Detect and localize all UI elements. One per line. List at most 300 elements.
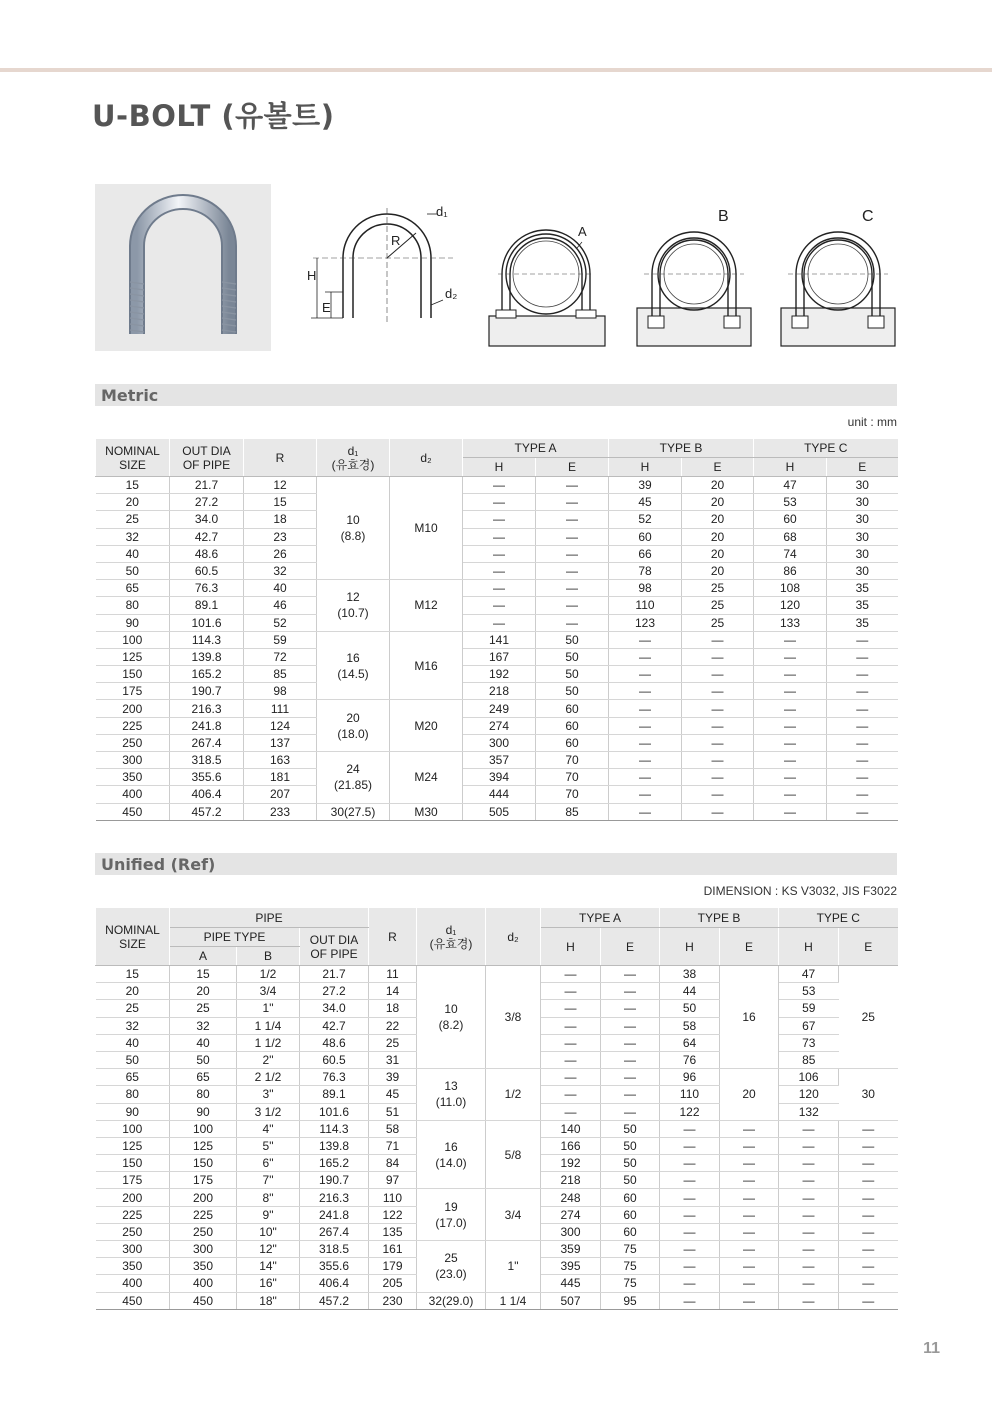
cell-type-b-h: — — [660, 1206, 720, 1223]
cell-type-c-h: 47 — [779, 966, 839, 983]
cell-d2: 1" — [486, 1241, 541, 1293]
cell-r: 18 — [244, 511, 317, 528]
cell-value: — — [754, 631, 827, 648]
dim-label-h: H — [307, 268, 317, 283]
cell-type-a-h: 166 — [541, 1137, 601, 1154]
cell-pipe-b: 12" — [237, 1241, 300, 1258]
cell-nominal-size: 200 — [96, 1189, 170, 1206]
cell-nominal-size: 350 — [96, 769, 170, 786]
cell-d1-line: (11.0) — [435, 1095, 467, 1110]
cell-value: 85 — [536, 803, 609, 820]
cell-value: 50 — [536, 648, 609, 665]
cell-value: — — [754, 717, 827, 734]
cell-d2: M10 — [390, 477, 463, 580]
cell-d2: M16 — [390, 631, 463, 700]
cell-value: — — [609, 648, 682, 665]
cell-r: 25 — [369, 1034, 417, 1051]
cell-type-b-h: — — [660, 1241, 720, 1258]
cell-value: — — [827, 683, 898, 700]
cell-type-a-e: 50 — [601, 1172, 660, 1189]
col-type-b: TYPE B — [660, 908, 779, 928]
cell-value: — — [754, 734, 827, 751]
cell-type-b-h: 96 — [660, 1069, 720, 1086]
cell-r: 72 — [244, 648, 317, 665]
cell-pipe-a: 350 — [170, 1258, 237, 1275]
cell-r: 163 — [244, 752, 317, 769]
cell-value: 110 — [609, 597, 682, 614]
cell-type-a-h: 140 — [541, 1120, 601, 1137]
type-c-diagram — [780, 204, 900, 353]
nominal-label-2: SIZE — [119, 936, 146, 951]
cell-type-b-h: 38 — [660, 966, 720, 983]
cell-nominal-size: 80 — [96, 597, 170, 614]
cell-out-dia: 406.4 — [300, 1275, 369, 1292]
cell-type-c-h: — — [779, 1189, 839, 1206]
cell-value: 60 — [536, 734, 609, 751]
cell-type-a-e: 50 — [601, 1137, 660, 1154]
cell-nominal-size: 125 — [96, 648, 170, 665]
cell-d1-line: (10.7) — [337, 606, 369, 621]
cell-nominal-size: 25 — [96, 1000, 170, 1017]
cell-value: 52 — [609, 511, 682, 528]
cell-pipe-a: 150 — [170, 1155, 237, 1172]
col-r: R — [369, 908, 417, 966]
dimension-diagram — [303, 200, 463, 330]
cell-out-dia: 60.5 — [170, 562, 244, 579]
cell-type-c-e: — — [839, 1155, 898, 1172]
table-row — [96, 786, 898, 803]
cell-value: — — [536, 597, 609, 614]
cell-r: 124 — [244, 717, 317, 734]
cell-r: 45 — [369, 1086, 417, 1103]
cell-value: 35 — [827, 597, 898, 614]
cell-pipe-b: 5" — [237, 1137, 300, 1154]
cell-out-dia: 318.5 — [170, 752, 244, 769]
cell-type-c-e: — — [839, 1223, 898, 1240]
cell-value: — — [754, 683, 827, 700]
cell-type-c-h: — — [779, 1172, 839, 1189]
cell-type-a-e: 50 — [601, 1155, 660, 1172]
cell-value: — — [827, 752, 898, 769]
cell-value: 70 — [536, 752, 609, 769]
cell-value: — — [609, 683, 682, 700]
page-number: 11 — [923, 1340, 940, 1357]
cell-type-a-h: — — [541, 1017, 601, 1034]
cell-type-a-e: — — [601, 1103, 660, 1120]
type-a-diagram — [488, 218, 608, 353]
cell-value: 66 — [609, 545, 682, 562]
cell-d1-line: 10 — [346, 513, 360, 528]
cell-type-b-e: — — [720, 1258, 779, 1275]
cell-r: 11 — [369, 966, 417, 983]
cell-r: 207 — [244, 786, 317, 803]
cell-value: 60 — [536, 700, 609, 717]
cell-d1-line: (21.85) — [333, 778, 373, 793]
cell-r: 12 — [244, 477, 317, 494]
table-row — [96, 734, 898, 751]
cell-type-c-h: — — [779, 1223, 839, 1240]
cell-pipe-a: 200 — [170, 1189, 237, 1206]
cell-value: — — [827, 700, 898, 717]
cell-r: 230 — [369, 1292, 417, 1309]
cell-type-a-h: 359 — [541, 1241, 601, 1258]
table-row — [96, 597, 898, 614]
cell-value: — — [609, 752, 682, 769]
cell-r: 84 — [369, 1155, 417, 1172]
cell-nominal-size: 15 — [96, 966, 170, 983]
cell-out-dia: 89.1 — [170, 597, 244, 614]
cell-type-c-e: 30 — [839, 1069, 898, 1121]
cell-pipe-a: 90 — [170, 1103, 237, 1120]
cell-value: 357 — [463, 752, 536, 769]
cell-value: — — [827, 769, 898, 786]
cell-value: 30 — [827, 494, 898, 511]
cell-r: 32 — [244, 562, 317, 579]
cell-type-b-e: — — [720, 1206, 779, 1223]
cell-pipe-b: 8" — [237, 1189, 300, 1206]
cell-value: — — [682, 752, 754, 769]
table-row — [96, 1292, 898, 1309]
dim-label-d1: d₁ — [436, 204, 448, 219]
col-type-b: TYPE B — [609, 439, 754, 458]
col-a-e: E — [536, 458, 609, 477]
cell-pipe-b: 3 1/2 — [237, 1103, 300, 1120]
cell-value: 133 — [754, 614, 827, 631]
cell-value: 47 — [754, 477, 827, 494]
cell-d1-line: (17.0) — [435, 1215, 467, 1230]
cell-type-c-h: 59 — [779, 1000, 839, 1017]
cell-nominal-size: 65 — [96, 580, 170, 597]
cell-out-dia: 48.6 — [170, 545, 244, 562]
cell-nominal-size: 150 — [96, 1155, 170, 1172]
cell-type-b-e: — — [720, 1223, 779, 1240]
cell-type-b-h: — — [660, 1155, 720, 1172]
cell-type-a-h: 248 — [541, 1189, 601, 1206]
cell-r: 22 — [369, 1017, 417, 1034]
cell-d1-line: (14.5) — [337, 666, 369, 681]
cell-type-a-e: — — [601, 966, 660, 983]
cell-nominal-size: 20 — [96, 494, 170, 511]
col-type-a: TYPE A — [463, 439, 609, 458]
cell-out-dia: 355.6 — [300, 1258, 369, 1275]
cell-value: — — [754, 700, 827, 717]
cell-type-a-e: — — [601, 1000, 660, 1017]
cell-value: 50 — [536, 631, 609, 648]
cell-pipe-a: 25 — [170, 1000, 237, 1017]
cell-type-b-h: 64 — [660, 1034, 720, 1051]
top-rule — [0, 68, 992, 72]
cell-r: 71 — [369, 1137, 417, 1154]
cell-value: — — [536, 494, 609, 511]
cell-value: — — [827, 803, 898, 820]
cell-nominal-size: 20 — [96, 983, 170, 1000]
cell-out-dia: 318.5 — [300, 1241, 369, 1258]
cell-type-c-h: — — [779, 1241, 839, 1258]
cell-nominal-size: 250 — [96, 734, 170, 751]
col-c-e: E — [827, 458, 898, 477]
cell-d2: M24 — [390, 752, 463, 804]
cell-d2: 1/2 — [486, 1069, 541, 1121]
cell-value: 123 — [609, 614, 682, 631]
cell-r: 26 — [244, 545, 317, 562]
cell-type-b-e: — — [720, 1120, 779, 1137]
cell-d1-line: 19 — [444, 1199, 458, 1214]
cell-type-a-e: — — [601, 1086, 660, 1103]
table-row — [96, 494, 898, 511]
product-photo — [95, 184, 271, 351]
cell-value: 444 — [463, 786, 536, 803]
cell-d1-line: (23.0) — [435, 1267, 467, 1282]
table-row — [96, 511, 898, 528]
cell-value: 20 — [682, 511, 754, 528]
cell-value: — — [609, 803, 682, 820]
cell-nominal-size: 400 — [96, 1275, 170, 1292]
cell-value: 39 — [609, 477, 682, 494]
cell-nominal-size: 50 — [96, 562, 170, 579]
cell-out-dia: 34.0 — [300, 1000, 369, 1017]
cell-value: 25 — [682, 614, 754, 631]
cell-pipe-a: 125 — [170, 1137, 237, 1154]
cell-out-dia: 190.7 — [300, 1172, 369, 1189]
cell-out-dia: 267.4 — [300, 1223, 369, 1240]
cell-nominal-size: 90 — [96, 614, 170, 631]
cell-type-c-h: — — [779, 1206, 839, 1223]
cell-value: — — [682, 631, 754, 648]
cell-type-b-e: — — [720, 1155, 779, 1172]
cell-type-a-e: 60 — [601, 1206, 660, 1223]
cell-pipe-a: 65 — [170, 1069, 237, 1086]
cell-value: — — [609, 700, 682, 717]
cell-type-a-e: — — [601, 1034, 660, 1051]
cell-value: — — [463, 528, 536, 545]
cell-pipe-a: 32 — [170, 1017, 237, 1034]
cell-pipe-b: 1 1/4 — [237, 1017, 300, 1034]
cell-out-dia: 27.2 — [170, 494, 244, 511]
cell-out-dia: 165.2 — [170, 666, 244, 683]
d1-label: d₁ — [347, 443, 359, 458]
col-a-e: E — [601, 928, 660, 966]
cell-type-c-h: 85 — [779, 1051, 839, 1068]
cell-pipe-b: 1 1/2 — [237, 1034, 300, 1051]
cell-type-a-h: — — [541, 1051, 601, 1068]
cell-out-dia: 76.3 — [170, 580, 244, 597]
cell-value: 274 — [463, 717, 536, 734]
cell-r: 110 — [369, 1189, 417, 1206]
cell-value: — — [682, 683, 754, 700]
cell-type-c-h: — — [779, 1155, 839, 1172]
cell-pipe-b: 2" — [237, 1051, 300, 1068]
col-out-dia — [300, 928, 369, 966]
cell-nominal-size: 300 — [96, 752, 170, 769]
cell-d1 — [417, 1292, 486, 1309]
cell-out-dia: 114.3 — [170, 631, 244, 648]
cell-nominal-size: 450 — [96, 1292, 170, 1309]
cell-nominal-size: 32 — [96, 1017, 170, 1034]
cell-r: 233 — [244, 803, 317, 820]
col-type-c: TYPE C — [754, 439, 898, 458]
cell-r: 98 — [244, 683, 317, 700]
cell-type-c-e: 25 — [839, 966, 898, 1069]
cell-value: — — [682, 734, 754, 751]
cell-value: 394 — [463, 769, 536, 786]
cell-d1-line: (8.8) — [340, 529, 366, 544]
cell-type-a-h: 395 — [541, 1258, 601, 1275]
col-b-e: E — [720, 928, 779, 966]
cell-type-b-h: — — [660, 1120, 720, 1137]
cell-value: 35 — [827, 614, 898, 631]
cell-value: 60 — [609, 528, 682, 545]
cell-out-dia: 76.3 — [300, 1069, 369, 1086]
cell-type-c-e: — — [839, 1206, 898, 1223]
cell-d1-line: 32(29.0) — [428, 1293, 474, 1308]
d1-sublabel: (유효경) — [331, 457, 375, 472]
cell-r: 18 — [369, 1000, 417, 1017]
cell-type-a-e: — — [601, 1069, 660, 1086]
cell-out-dia: 241.8 — [300, 1206, 369, 1223]
cell-pipe-b: 18" — [237, 1292, 300, 1309]
table-row — [96, 1120, 898, 1137]
cell-value: — — [682, 666, 754, 683]
cell-type-a-h: — — [541, 983, 601, 1000]
cell-type-a-e: 75 — [601, 1275, 660, 1292]
cell-value: 86 — [754, 562, 827, 579]
metric-section-bar — [95, 384, 897, 406]
cell-value: 108 — [754, 580, 827, 597]
cell-value: 30 — [827, 562, 898, 579]
cell-value: 60 — [536, 717, 609, 734]
cell-type-a-h: — — [541, 1069, 601, 1086]
cell-out-dia: 241.8 — [170, 717, 244, 734]
cell-value: — — [827, 734, 898, 751]
col-r: R — [244, 439, 317, 477]
cell-d1 — [417, 1120, 486, 1189]
cell-out-dia: 101.6 — [170, 614, 244, 631]
table-row — [96, 966, 898, 983]
cell-nominal-size: 450 — [96, 803, 170, 820]
cell-value: — — [827, 666, 898, 683]
d1-label: d₁ — [445, 922, 457, 937]
cell-value: — — [682, 648, 754, 665]
cell-nominal-size: 250 — [96, 1223, 170, 1240]
cell-out-dia: 355.6 — [170, 769, 244, 786]
unified-section-bar — [95, 853, 897, 875]
cell-r: 39 — [369, 1069, 417, 1086]
cell-value: 30 — [827, 477, 898, 494]
cell-d1-line: (8.2) — [438, 1018, 464, 1033]
cell-r: 46 — [244, 597, 317, 614]
cell-r: 205 — [369, 1275, 417, 1292]
cell-type-b-e: — — [720, 1275, 779, 1292]
cell-value: — — [827, 717, 898, 734]
cell-d2: 3/8 — [486, 966, 541, 1069]
cell-value: — — [536, 580, 609, 597]
table-row — [96, 580, 898, 597]
col-d2: d₂ — [486, 908, 541, 966]
cell-d1-line: 20 — [346, 710, 360, 725]
cell-pipe-a: 50 — [170, 1051, 237, 1068]
cell-nominal-size: 175 — [96, 1172, 170, 1189]
cell-nominal-size: 300 — [96, 1241, 170, 1258]
cell-value: — — [536, 614, 609, 631]
cell-value: — — [754, 752, 827, 769]
cell-value: — — [754, 648, 827, 665]
cell-value: 68 — [754, 528, 827, 545]
cell-type-b-e: — — [720, 1172, 779, 1189]
cell-d2: 5/8 — [486, 1120, 541, 1189]
cell-pipe-b: 14" — [237, 1258, 300, 1275]
cell-type-c-e: — — [839, 1120, 898, 1137]
cell-value: 25 — [682, 580, 754, 597]
cell-value: — — [536, 545, 609, 562]
cell-value: 50 — [536, 666, 609, 683]
cell-nominal-size: 100 — [96, 631, 170, 648]
type-c-label: C — [862, 208, 874, 225]
cell-pipe-b: 3" — [237, 1086, 300, 1103]
col-a-h: H — [541, 928, 601, 966]
cell-d1-line: 25 — [444, 1251, 458, 1266]
cell-r: 52 — [244, 614, 317, 631]
cell-type-c-h: — — [779, 1137, 839, 1154]
cell-type-a-h: — — [541, 1034, 601, 1051]
cell-d1-line: (18.0) — [337, 726, 369, 741]
table-row — [96, 1241, 898, 1258]
cell-value: 300 — [463, 734, 536, 751]
cell-pipe-b: 1/2 — [237, 966, 300, 983]
table-row — [96, 631, 898, 648]
cell-value: — — [754, 769, 827, 786]
cell-out-dia: 48.6 — [300, 1034, 369, 1051]
cell-type-c-e: — — [839, 1189, 898, 1206]
page-title: U-BOLT (유볼트) — [92, 99, 335, 133]
cell-value: — — [609, 769, 682, 786]
cell-value: — — [754, 666, 827, 683]
cell-d1 — [317, 631, 390, 700]
dimension-note: DIMENSION : KS V3032, JIS F3022 — [703, 884, 897, 898]
cell-value: 20 — [682, 494, 754, 511]
cell-r: 15 — [244, 494, 317, 511]
cell-value: 50 — [536, 683, 609, 700]
cell-d1-line: 10 — [444, 1002, 458, 1017]
cell-d1 — [317, 580, 390, 632]
cell-value: — — [754, 786, 827, 803]
cell-pipe-b: 9" — [237, 1206, 300, 1223]
cell-type-c-h: 73 — [779, 1034, 839, 1051]
cell-pipe-b: 7" — [237, 1172, 300, 1189]
cell-type-a-h: 192 — [541, 1155, 601, 1172]
cell-d1 — [417, 1189, 486, 1241]
dim-label-d2: d₂ — [445, 286, 458, 301]
cell-type-c-h: 53 — [779, 983, 839, 1000]
table-row — [96, 1189, 898, 1206]
cell-type-b-h: — — [660, 1223, 720, 1240]
cell-out-dia: 457.2 — [300, 1292, 369, 1309]
cell-value: 20 — [682, 562, 754, 579]
cell-r: 137 — [244, 734, 317, 751]
cell-type-b-e: 20 — [720, 1069, 779, 1121]
cell-nominal-size: 90 — [96, 1103, 170, 1120]
cell-type-b-h: — — [660, 1172, 720, 1189]
metric-section-title: Metric — [101, 386, 159, 405]
cell-nominal-size: 15 — [96, 477, 170, 494]
cell-pipe-a: 300 — [170, 1241, 237, 1258]
cell-pipe-a: 80 — [170, 1086, 237, 1103]
cell-out-dia: 101.6 — [300, 1103, 369, 1120]
cell-value: — — [536, 562, 609, 579]
cell-value: — — [682, 717, 754, 734]
cell-out-dia: 139.8 — [300, 1137, 369, 1154]
cell-type-c-h: — — [779, 1292, 839, 1309]
cell-type-a-e: 60 — [601, 1223, 660, 1240]
